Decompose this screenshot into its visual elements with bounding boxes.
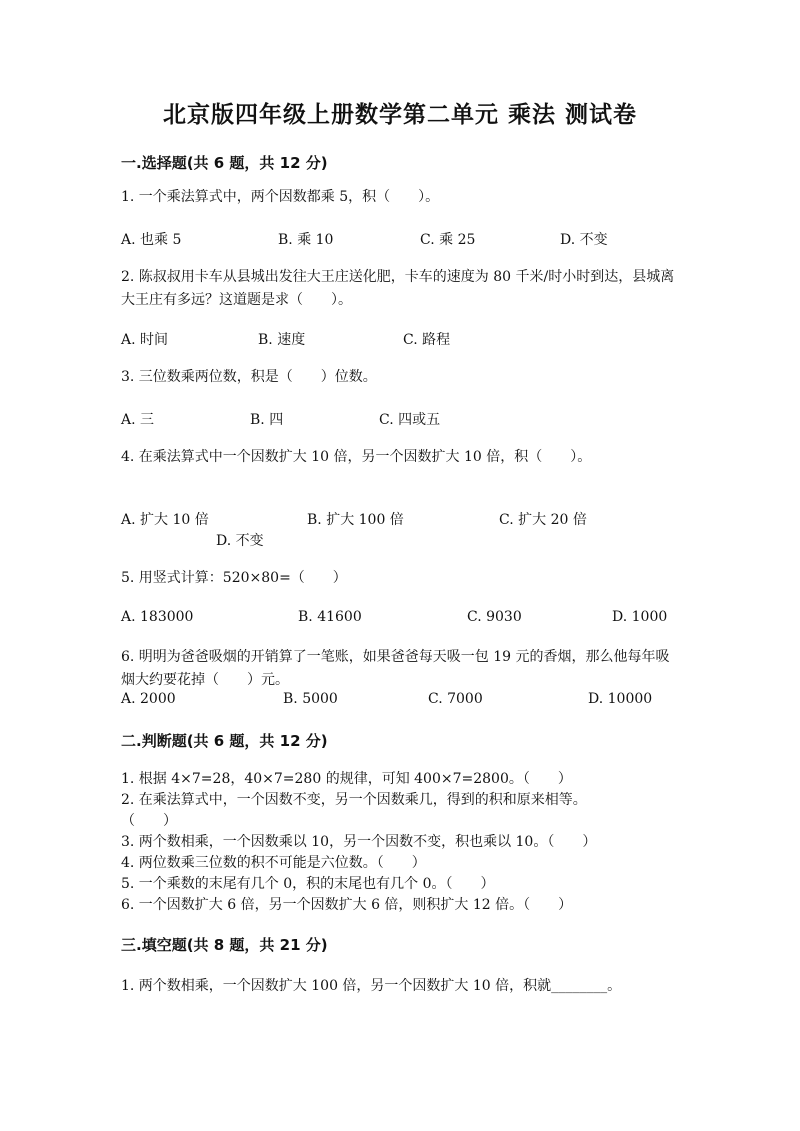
option-d: D. 1000 [612, 609, 668, 625]
judgment-item-continuation: （ ） [121, 813, 177, 829]
question-3: 3. 三位数乘两位数，积是（ ）位数。 [121, 369, 377, 385]
section-heading-fill: 三.填空题(共 8 题，共 21 分) [121, 936, 328, 954]
option-b: B. 四 [250, 412, 284, 428]
option-b: B. 速度 [258, 332, 306, 348]
judgment-item: 5. 一个乘数的末尾有几个 0，积的末尾也有几个 0。（ ） [121, 876, 495, 892]
option-c: C. 9030 [467, 609, 522, 625]
section-heading-judgment: 二.判断题(共 6 题，共 12 分) [121, 732, 328, 750]
judgment-item: 4. 两位数乘三位数的积不可能是六位数。（ ） [121, 855, 426, 871]
judgment-item: 6. 一个因数扩大 6 倍，另一个因数扩大 6 倍，则积扩大 12 倍。（ ） [121, 897, 573, 913]
option-c: C. 四或五 [379, 412, 441, 428]
option-d: D. 不变 [560, 232, 608, 248]
judgment-item: 1. 根据 4×7=28，40×7=280 的规律，可知 400×7=2800。（ ） [121, 771, 572, 787]
option-c: C. 乘 25 [420, 232, 476, 248]
option-c: C. 路程 [403, 332, 451, 348]
question-4: 4. 在乘法算式中一个因数扩大 10 倍，另一个因数扩大 10 倍，积（ ）。 [121, 449, 592, 465]
fill-item: 1. 两个数相乘，一个因数扩大 100 倍，另一个因数扩大 10 倍，积就________。 [121, 978, 622, 994]
option-a: A. 三 [121, 412, 155, 428]
question-5: 5. 用竖式计算：520×80=（ ） [121, 570, 347, 586]
question-1: 1. 一个乘法算式中，两个因数都乘 5，积（ ）。 [121, 189, 440, 205]
judgment-item: 2. 在乘法算式中，一个因数不变，另一个因数乘几，得到的积和原来相等。 [121, 792, 587, 808]
option-a: A. 也乘 5 [121, 232, 182, 248]
option-a: A. 扩大 10 倍 [121, 512, 209, 528]
option-c: C. 7000 [428, 691, 483, 707]
question-2: 2. 陈叔叔用卡车从县城出发往大王庄送化肥，卡车的速度为 80 千米/时小时到达，县城离大王庄有多远？这道题是求（ ）。 [121, 269, 675, 308]
option-b: B. 5000 [283, 691, 338, 707]
question-6: 6. 明明为爸爸吸烟的开销算了一笔账，如果爸爸每天吸一包 19 元的香烟，那么他每年吸烟大约要花掉（ ）元。 [121, 649, 670, 688]
page-title: 北京版四年级上册数学第二单元 乘法 测试卷 [162, 102, 637, 128]
option-a: A. 183000 [121, 609, 194, 625]
option-a: A. 2000 [121, 691, 176, 707]
option-c: C. 扩大 20 倍 [499, 512, 587, 528]
option-d: D. 10000 [588, 691, 653, 707]
option-a: A. 时间 [121, 332, 169, 348]
option-d: D. 不变 [216, 533, 264, 549]
option-b: B. 扩大 100 倍 [307, 512, 404, 528]
section-heading-choice: 一.选择题(共 6 题，共 12 分) [121, 154, 328, 172]
judgment-item: 3. 两个数相乘，一个因数乘以 10，另一个因数不变，积也乘以 10。（ ） [121, 834, 597, 850]
option-b: B. 41600 [298, 609, 362, 625]
option-b: B. 乘 10 [278, 232, 334, 248]
